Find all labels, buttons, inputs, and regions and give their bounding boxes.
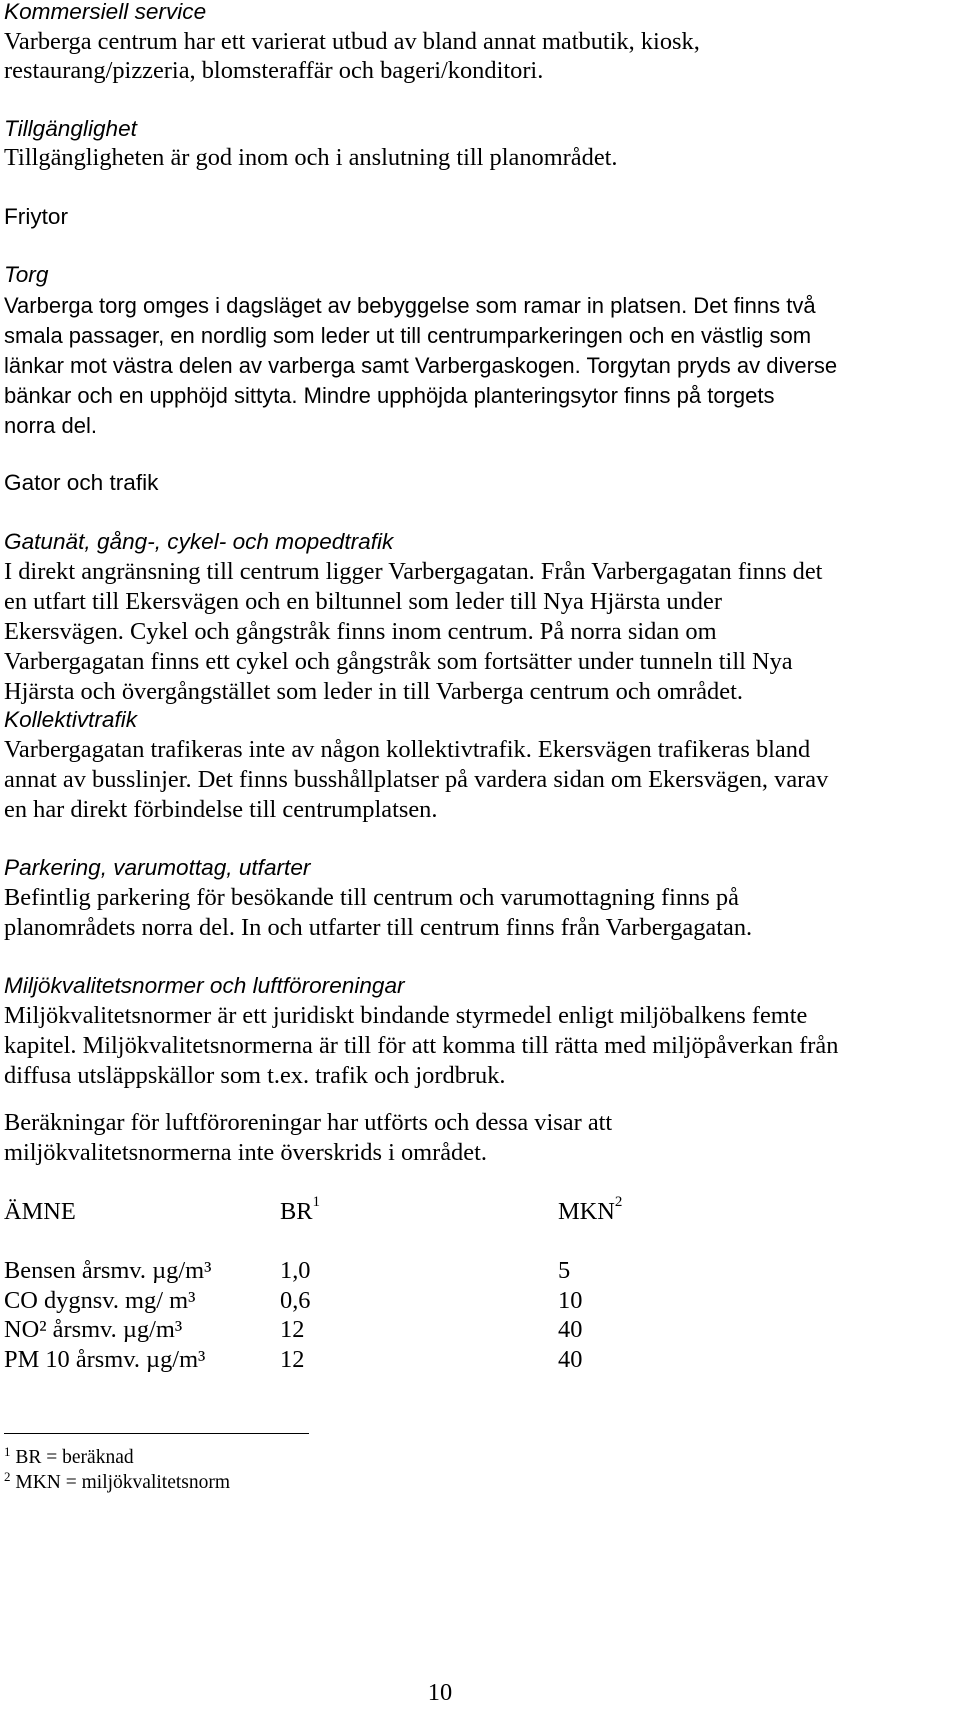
paragraph-line: bänkar och en upphöjd sittyta. Mindre upphöjda planteringsytor finns på torgets — [4, 383, 775, 408]
paragraph-line: Tillgängligheten är god inom och i anslutning till planområdet. — [4, 144, 618, 171]
paragraph-line: miljökvalitetsnormerna inte överskrids i området. — [4, 1139, 487, 1166]
table-cell-mkn: 40 — [558, 1346, 583, 1373]
table-cell-mkn: 40 — [558, 1316, 583, 1343]
paragraph-line: länkar mot västra delen av varberga samt Varbergaskogen. Torgytan pryds av diverse — [4, 353, 838, 378]
paragraph-line: en utfart till Ekersvägen och en biltunnel som leder till Nya Hjärsta under — [4, 588, 722, 615]
paragraph-line: en har direkt förbindelse till centrumplatsen. — [4, 796, 438, 823]
table-cell-mkn: 5 — [558, 1257, 571, 1284]
paragraph-line: Hjärsta och övergångstället som leder in till Varberga centrum och området. — [4, 678, 743, 705]
paragraph-line: Ekersvägen. Cykel och gångstråk finns inom centrum. På norra sidan om — [4, 618, 717, 645]
paragraph-line: Varbergagatan trafikeras inte av någon kollektivtrafik. Ekersvägen trafikeras bland — [4, 736, 811, 763]
table-cell-br: 12 — [280, 1346, 305, 1373]
paragraph-line: restaurang/pizzeria, blomsteraffär och bageri/konditori. — [4, 57, 544, 84]
paragraph-line: planområdets norra del. In och utfarter till centrum finns från Varbergagatan. — [4, 914, 753, 941]
footnote-separator — [4, 1433, 309, 1434]
heading-torg: Torg — [4, 262, 49, 287]
paragraph-line: smala passager, en nordlig som leder ut till centrumparkeringen och en västlig som — [4, 323, 812, 348]
heading-gator-och-trafik: Gator och trafik — [4, 470, 159, 495]
footnote-ref: 1 — [312, 1194, 321, 1210]
heading-tillganglighet: Tillgänglighet — [4, 116, 137, 141]
paragraph-line: Varberga torg omges i dagsläget av bebyggelse som ramar in platsen. Det finns två — [4, 293, 816, 318]
footnote-ref: 2 — [614, 1194, 623, 1210]
heading-miljokvalitetsnormer: Miljökvalitetsnormer och luftföroreningar — [4, 973, 405, 998]
table-cell-amne: NO² årsmv. µg/m³ — [4, 1316, 183, 1343]
paragraph-line: norra del. — [4, 413, 97, 438]
paragraph-line: annat av busslinjer. Det finns busshållplatser på vardera sidan om Ekersvägen, varav — [4, 766, 829, 793]
paragraph-line: Beräkningar för luftföroreningar har utförts och dessa visar att — [4, 1109, 613, 1136]
heading-kommersiell-service: Kommersiell service — [4, 0, 207, 24]
footnote: $^1$ BR = beräknad — [4, 1444, 134, 1468]
heading-gatunat: Gatunät, gång-, cykel- och mopedtrafik — [4, 529, 394, 554]
table-header-mkn: MKN$^2$ — [558, 1194, 623, 1225]
paragraph-line: Varbergagatan finns ett cykel och gångstråk som fortsätter under tunneln till Nya — [4, 648, 793, 675]
paragraph-line: Varberga centrum har ett varierat utbud av bland annat matbutik, kiosk, — [4, 28, 700, 55]
heading-kollektivtrafik: Kollektivtrafik — [4, 707, 138, 732]
table-cell-br: 1,0 — [280, 1257, 311, 1284]
table-cell-amne: Bensen årsmv. µg/m³ — [4, 1257, 212, 1284]
footnote: $^2$ MKN = miljökvalitetsnorm — [4, 1469, 231, 1493]
table-cell-amne: CO dygnsv. mg/ m³ — [4, 1287, 196, 1314]
table-cell-br: 12 — [280, 1316, 305, 1343]
paragraph-line: Befintlig parkering för besökande till centrum och varumottagning finns på — [4, 884, 739, 911]
paragraph-line: Miljökvalitetsnormer är ett juridiskt bindande styrmedel enligt miljöbalkens femte — [4, 1002, 808, 1029]
table-cell-br: 0,6 — [280, 1287, 311, 1314]
table-cell-mkn: 10 — [558, 1287, 583, 1314]
paragraph-line: diffusa utsläppskällor som t.ex. trafik och jordbruk. — [4, 1062, 506, 1089]
heading-friytor: Friytor — [4, 204, 69, 229]
page-number: 10 — [427, 1679, 453, 1706]
heading-parkering: Parkering, varumottag, utfarter — [4, 855, 311, 880]
paragraph-line: I direkt angränsning till centrum ligger Varbergagatan. Från Varbergagatan finns det — [4, 558, 823, 585]
table-header-br: $BR^1$ — [280, 1194, 321, 1225]
table-header-amne: ÄMNE — [4, 1198, 76, 1225]
paragraph-line: kapitel. Miljökvalitetsnormerna är till för att komma till rätta med miljöpåverkan från — [4, 1032, 839, 1059]
table-cell-amne: PM 10 årsmv. µg/m³ — [4, 1346, 206, 1373]
